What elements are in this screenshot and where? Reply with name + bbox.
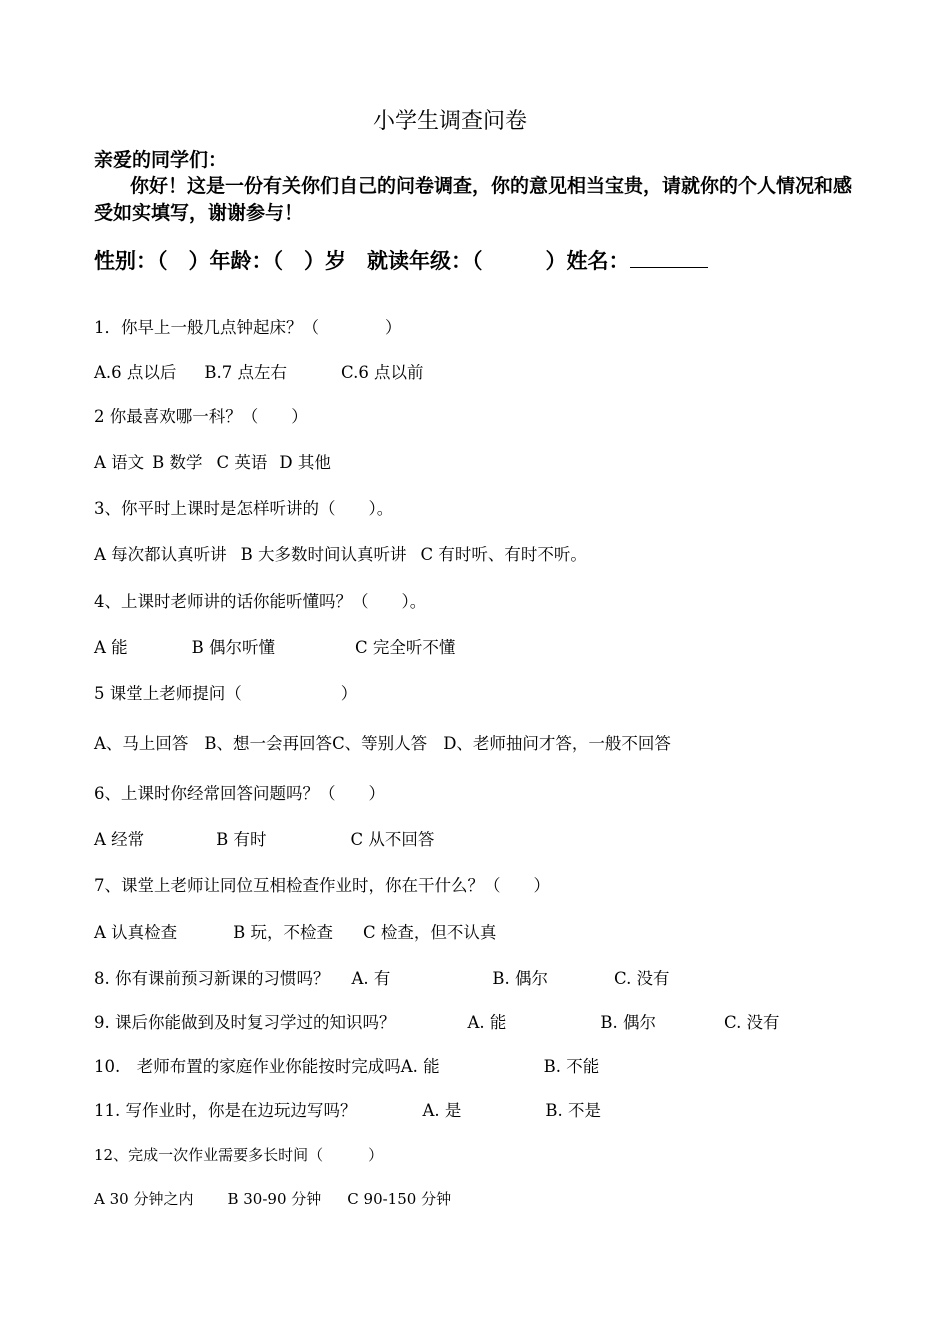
option[interactable]: A. 能 <box>467 1013 507 1032</box>
option[interactable]: B.7 点左右 <box>204 363 288 382</box>
question-1-options <box>94 361 424 385</box>
option[interactable]: C 检查，但不认真 <box>363 923 497 942</box>
option[interactable]: C.6 点以前 <box>341 363 424 382</box>
name-blank-line[interactable] <box>630 249 708 268</box>
question-12: 12、完成一次作业需要多长时间（ ） <box>94 1146 384 1164</box>
question-7: 7、课堂上老师让同位互相检查作业时，你在干什么？（ ） <box>94 876 550 895</box>
option[interactable]: B 数学 <box>152 453 203 472</box>
question-4: 4、上课时老师讲的话你能听懂吗？（ ）。 <box>94 592 427 611</box>
option[interactable]: B 偶尔听懂 <box>191 638 276 657</box>
option[interactable]: B 大多数时间认真听讲 <box>240 545 407 564</box>
question-2: 2 你最喜欢哪一科？（ ） <box>94 407 308 426</box>
question-5-options <box>94 732 671 756</box>
option[interactable]: B 玩，不检查 <box>233 923 334 942</box>
question-11 <box>94 1099 601 1123</box>
option[interactable]: A.6 点以后 <box>94 363 177 382</box>
question-3-options <box>94 543 587 567</box>
option[interactable]: B. 不是 <box>545 1101 602 1120</box>
question-6-options <box>94 828 434 852</box>
question-12-options <box>94 1187 451 1211</box>
question-9 <box>94 1011 780 1035</box>
intro-paragraph: 你好！这是一份有关你们自己的问卷调查，你的意见相当宝贵，请就你的个人情况和感受如实填写，谢谢参与！ <box>94 175 853 224</box>
page-title: 小学生调查问卷 <box>372 109 527 134</box>
option[interactable]: B. 不能 <box>543 1057 600 1076</box>
question-3: 3、你平时上课时是怎样听讲的（ ）。 <box>94 499 394 518</box>
option[interactable]: A、马上回答 <box>94 734 189 753</box>
option[interactable]: B. 偶尔 <box>600 1013 657 1032</box>
option[interactable]: A 能 <box>94 638 128 657</box>
option[interactable]: A 经常 <box>94 830 145 849</box>
question-10-text: 10. 老师布置的家庭作业你能按时完成吗 <box>94 1057 401 1076</box>
option[interactable]: A 认真检查 <box>94 923 178 942</box>
student-info-row <box>94 246 708 276</box>
option[interactable]: B. 偶尔 <box>492 969 549 988</box>
option[interactable]: D 其他 <box>279 453 331 472</box>
option[interactable]: C 有时听、有时不听。 <box>420 545 587 564</box>
greeting: 亲爱的同学们： <box>94 149 228 171</box>
question-4-options <box>94 636 455 660</box>
question-2-options <box>94 451 331 475</box>
question-5: 5 课堂上老师提问（ ） <box>94 684 358 703</box>
option[interactable]: C 90-150 分钟 <box>347 1190 452 1208</box>
option[interactable]: C. 没有 <box>614 969 670 988</box>
option[interactable]: C 英语 <box>216 453 268 472</box>
option[interactable]: D、老师抽问才答，一般不回答 <box>443 734 671 753</box>
question-11-text: 11. 写作业时，你是在边玩边写吗？ <box>94 1101 357 1120</box>
option[interactable]: C 完全听不懂 <box>355 638 456 657</box>
option[interactable]: C. 没有 <box>724 1013 780 1032</box>
question-9-text: 9. 课后你能做到及时复习学过的知识吗？ <box>94 1013 396 1032</box>
option[interactable]: C、等别人答 <box>332 734 428 753</box>
option[interactable]: B、想一会再回答 <box>204 734 333 753</box>
question-1: 1．你早上一般几点钟起床？（ ） <box>94 318 402 337</box>
question-8-text: 8. 你有课前预习新课的习惯吗？ <box>94 969 330 988</box>
question-7-options <box>94 921 496 945</box>
student-info-fields: 性别：（ ）年龄：（ ）岁 就读年级：（ ）姓名： <box>94 249 630 273</box>
option[interactable]: B 30-90 分钟 <box>227 1190 322 1208</box>
option[interactable]: C 从不回答 <box>350 830 435 849</box>
option[interactable]: A 语文 <box>94 453 145 472</box>
question-10 <box>94 1055 599 1079</box>
question-8 <box>94 967 670 991</box>
option[interactable]: B 有时 <box>216 830 267 849</box>
option[interactable]: A. 有 <box>351 969 391 988</box>
option[interactable]: A. 是 <box>422 1101 462 1120</box>
option[interactable]: A 每次都认真听讲 <box>94 545 227 564</box>
option[interactable]: A 30 分钟之内 <box>94 1190 194 1208</box>
question-6: 6、上课时你经常回答问题吗？（ ） <box>94 784 385 803</box>
option[interactable]: A. 能 <box>400 1057 440 1076</box>
